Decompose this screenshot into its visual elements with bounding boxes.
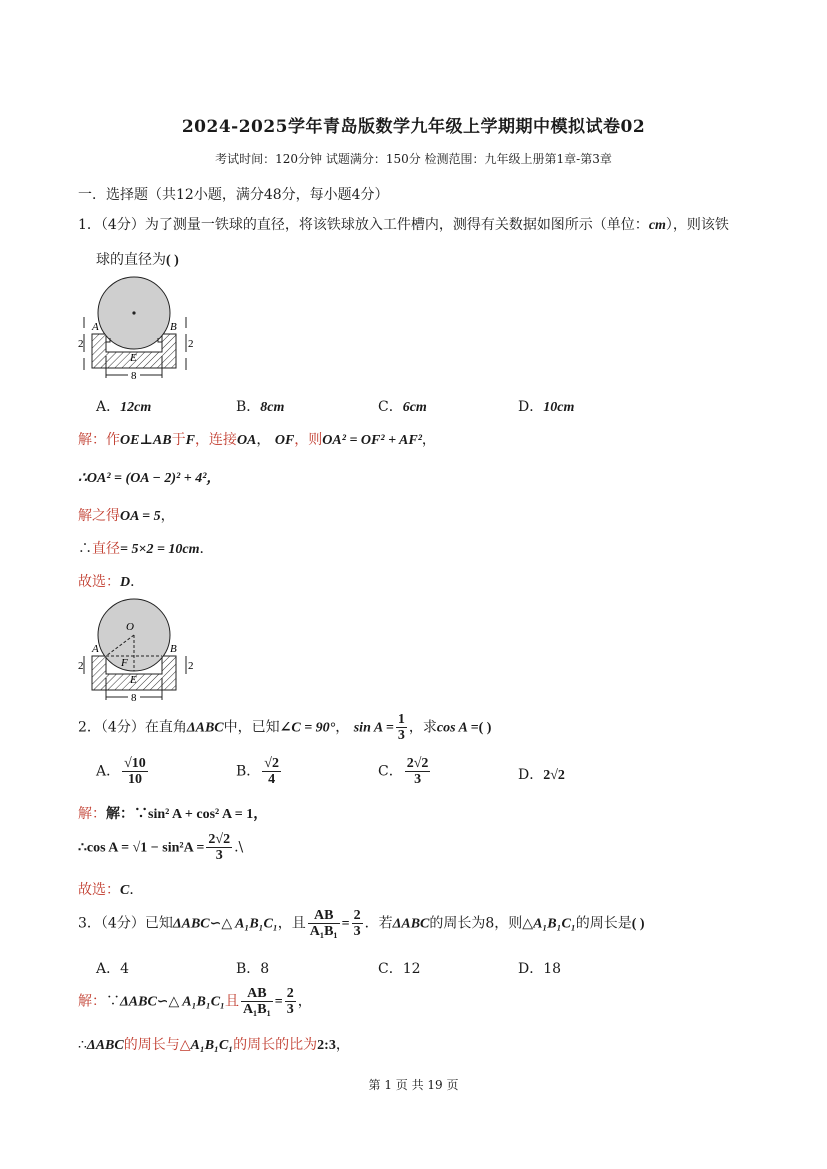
fig1-label-2-left: 2 <box>78 338 84 350</box>
q3-stem: 3．（4分）已知ΔABC∽△ A₁B₁C₁，且 $\frac{AB}{\text{A₁B₁}}$ = $\frac{2}{3}$ ．若ΔABC的周长为8，则△A₁B₁C₁的周长是( ) <box>78 908 645 939</box>
q1-solution-figure <box>76 594 196 704</box>
section-heading: 一．选择题（共12小题，满分48分，每小题4分） <box>78 187 389 203</box>
q3-solution-line2: ∴ΔABC的周长与△A₁B₁C₁的周长的比为2:3， <box>78 1037 350 1053</box>
fig1-label-a: A <box>92 321 99 333</box>
page-footer: 第 1 页 共 19 页 <box>368 1078 459 1092</box>
fig1-label-e: E <box>130 352 137 364</box>
q1-option-c: C．6cm <box>378 399 427 415</box>
q1-stem-line2: 球的直径为( ) <box>96 252 179 268</box>
q2-solution-line2: ∴cos A = √1 − sin²A = $\frac{2√2}{3}$ .\ <box>78 832 244 863</box>
q2-option-c: C． $\frac{2√2}{3}$ <box>378 756 429 787</box>
fig2-label-2-left: 2 <box>78 660 84 672</box>
q3-solution-line1: 解：∵ΔABC∽△ A₁B₁C₁且 $\frac{AB}{\text{A₁B₁}}$ = $\frac{2}{3}$ ， <box>78 986 312 1017</box>
fig2-label-o: O <box>126 621 134 633</box>
q2-stem: 2．（4分）在直角ΔABC中，已知∠C = 90°， sin A = $\frac{1}{3}$ ，求cos A =( ) <box>78 712 492 743</box>
q3-option-c: C．12 <box>378 961 421 977</box>
q2-solution-line1: 解：解：∵sin² A + cos² A = 1， <box>78 806 268 822</box>
fig1-label-8: 8 <box>131 370 137 382</box>
q1-answer: 故选：D． <box>78 574 145 590</box>
q3-option-b: B．8 <box>236 961 270 977</box>
exam-info: 考试时间：120分钟 试题满分：150分 检测范围：九年级上册第1章-第3章 <box>215 152 612 166</box>
q2-sin-fraction: $\frac{1}{3}$ <box>397 712 405 743</box>
fig2-label-f: F <box>121 657 128 669</box>
q1-solution-line1: 解：作OE⊥AB于F，连接OA， OF，则OA² = OF² + AF²， <box>78 432 436 448</box>
q1-option-d: D．10cm <box>518 399 575 415</box>
q1-figure <box>76 272 196 382</box>
fig2-label-e: E <box>130 674 137 686</box>
fig1-label-2-right: 2 <box>188 338 194 350</box>
q1-solution-line3: 解之得OA = 5， <box>78 508 175 524</box>
fig2-label-2-right: 2 <box>188 660 194 672</box>
q2-option-b: B． $\frac{√2}{4}$ <box>236 756 279 787</box>
q1-stem: 1．（4分）为了测量一铁球的直径，将该铁球放入工件槽内，测得有关数据如图所示（单位：cm），则该铁 <box>78 217 729 233</box>
q2-answer: 故选：C． <box>78 882 144 898</box>
fig2-label-8: 8 <box>131 692 137 704</box>
page-title: 2024-2025学年青岛版数学九年级上学期期中模拟试卷02 <box>181 117 646 137</box>
q3-option-a: A．4 <box>96 961 130 977</box>
fig2-label-b: B <box>170 643 177 655</box>
fig2-label-a: A <box>92 643 99 655</box>
q3-option-d: D．18 <box>518 961 562 977</box>
q1-option-a: A．12cm <box>96 399 152 415</box>
q1-solution-line2: ∴OA² = (OA − 2)² + 4²， <box>78 471 221 486</box>
q1-solution-line4: ∴直径= 5×2 = 10cm． <box>78 541 214 557</box>
fig1-label-b: B <box>170 321 177 333</box>
q2-option-d: D．2√2 <box>518 767 565 783</box>
q1-option-b: B．8cm <box>236 399 285 415</box>
q2-option-a: A． $\frac{√10}{10}$ <box>96 756 146 787</box>
